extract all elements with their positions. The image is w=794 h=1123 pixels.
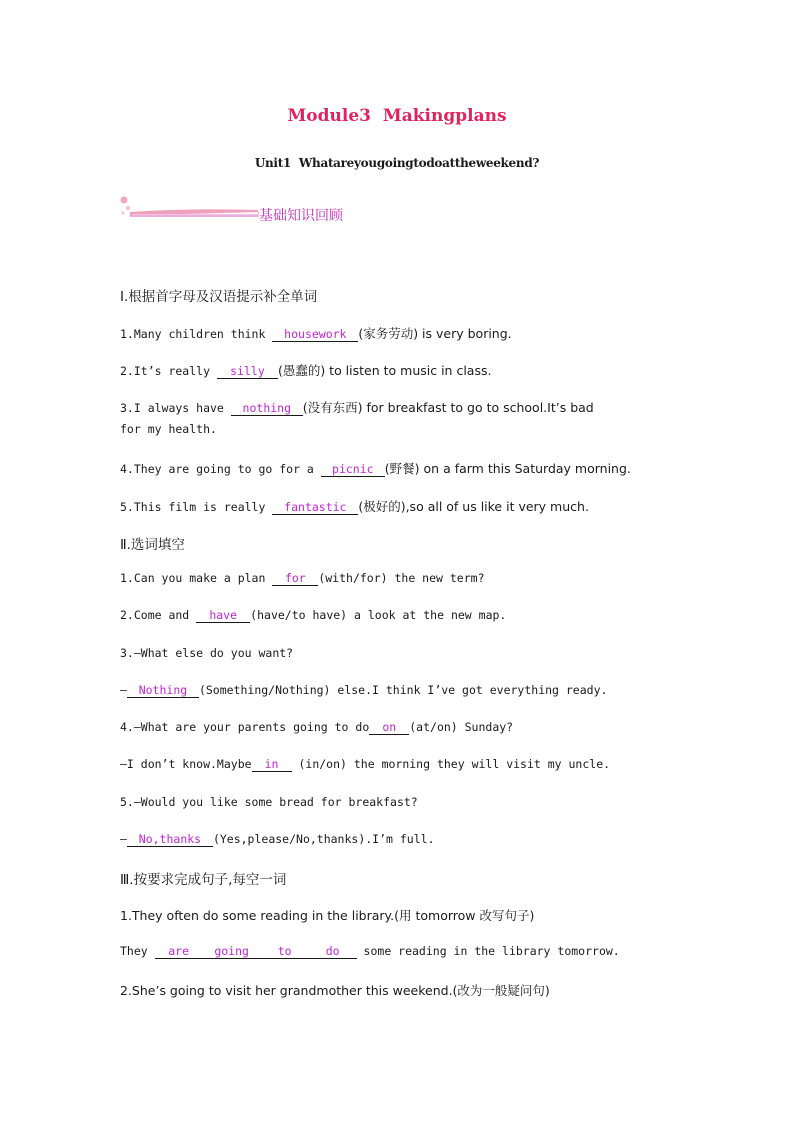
answer-blank: fantastic — [272, 500, 358, 515]
s1-question-1: 1.Many children think housework (家务劳动) is very boring. — [120, 326, 512, 341]
answer-blank: on — [369, 720, 409, 735]
answer-blank: silly — [217, 364, 278, 379]
answer-blank: No,thanks — [127, 832, 213, 847]
answer-blank: in — [252, 757, 292, 772]
s1-question-5: 5.This film is really fantastic (极好的),so all of us like it very much. — [120, 499, 589, 514]
s1-question-4: 4.They are going to go for a picnic (野餐) on a farm this Saturday morning. — [120, 461, 631, 476]
s2-question-2: 2.Come and have (have/to have) a look at the new map. — [120, 608, 507, 622]
answer-blank: for — [272, 571, 318, 586]
s3-question-2: 2.She’s going to visit her grandmother this weekend.(改为一般疑问句) — [120, 983, 550, 998]
answer-blank: to — [261, 944, 309, 959]
unit-subtitle: Unit1 Whatareyougoingtodoattheweekend? — [254, 156, 540, 170]
section-3-heading: Ⅲ.按要求完成句子,每空一词 — [120, 872, 287, 888]
s2-question-5: 5.—Would you like some bread for breakfast? — [120, 795, 418, 809]
section-badge-label: 基础知识回顾 — [259, 208, 343, 224]
answer-blank: do — [309, 944, 357, 959]
s3-question-1-answer: They are going to do some reading in the library tomorrow. — [120, 944, 620, 958]
answer-blank: are — [155, 944, 203, 959]
answer-blank: going — [203, 944, 261, 959]
section-2-heading: Ⅱ.选词填空 — [120, 537, 185, 553]
s2-question-1: 1.Can you make a plan for (with/for) the new term? — [120, 571, 485, 585]
s2-question-3: 3.—What else do you want? — [120, 646, 294, 660]
answer-blank: picnic — [321, 462, 385, 477]
s2-question-5-answer: — No,thanks (Yes,please/No,thanks).I’m full. — [120, 832, 435, 846]
answer-blank: housework — [272, 327, 358, 342]
s1-question-3-continued: for my health. — [120, 422, 217, 436]
s3-question-1: 1.They often do some reading in the library.(用 tomorrow 改写句子) — [120, 908, 535, 923]
answer-blank: have — [196, 608, 250, 623]
s2-question-3-answer: — Nothing (Something/Nothing) else.I think I’ve got everything ready. — [120, 683, 608, 697]
module-title: Module3 Makingplans — [287, 106, 507, 126]
s1-question-2: 2.It’s really silly (愚蠢的) to listen to music in class. — [120, 363, 492, 378]
section-1-heading: Ⅰ.根据首字母及汉语提示补全单词 — [120, 289, 318, 305]
answer-blank: nothing — [231, 401, 303, 416]
s1-question-3: 3.I always have nothing (没有东西) for breakfast to go to school.It’s bad — [120, 400, 594, 415]
s2-question-4: 4.—What are your parents going to do on (at/on) Sunday? — [120, 720, 514, 734]
answer-blank: Nothing — [127, 683, 199, 698]
s2-question-4-reply: —I don’t know.Maybe in (in/on) the morning they will visit my uncle. — [120, 757, 611, 771]
